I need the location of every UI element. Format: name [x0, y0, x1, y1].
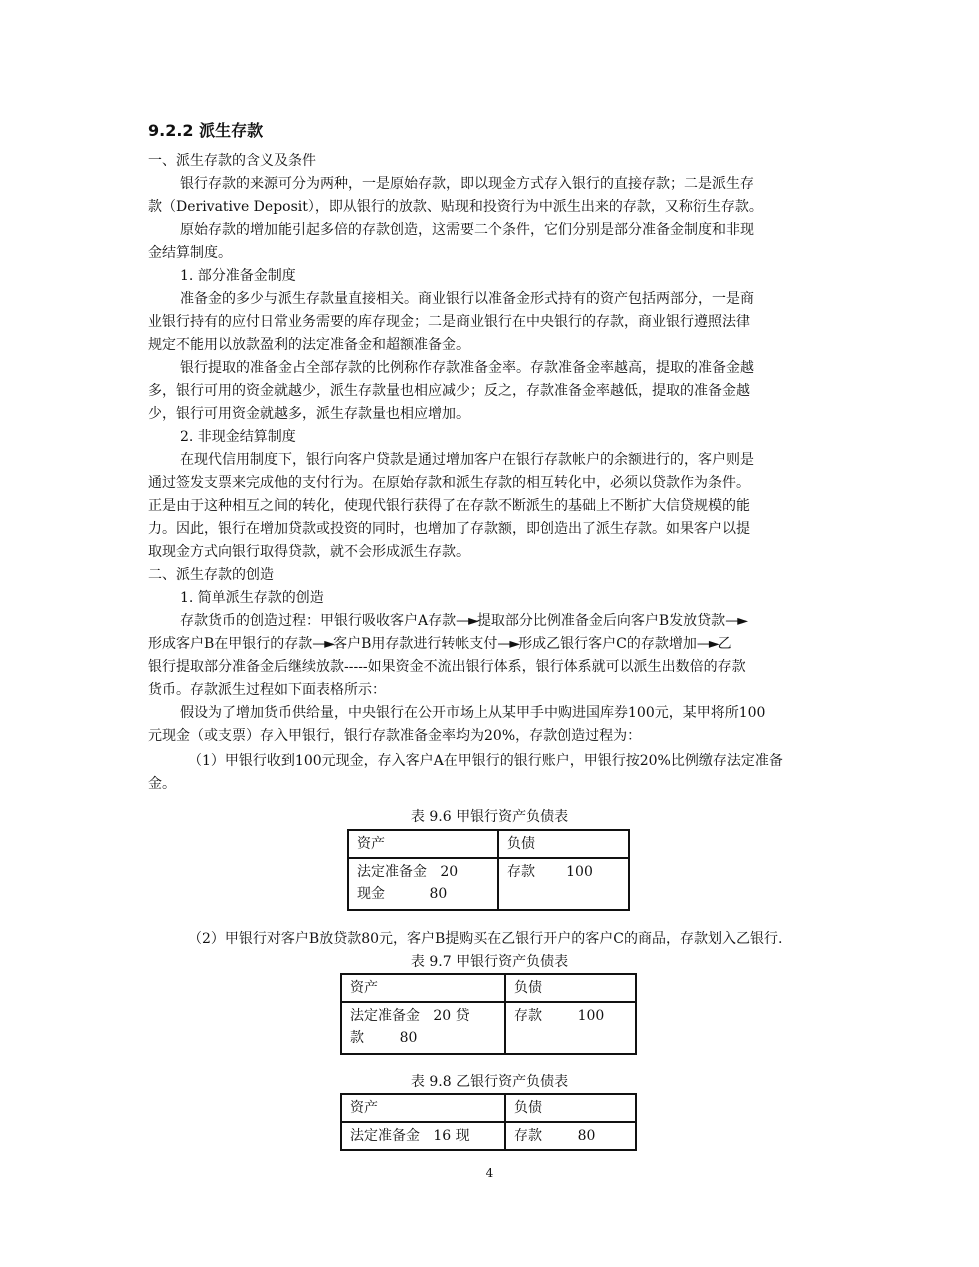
paragraph-line: 取现金方式向银行取得贷款，就不会形成派生存款。 — [148, 544, 470, 560]
flow-text: 银行提取部分准备金后继续放款 — [148, 659, 344, 675]
paragraph-line: 假设为了增加货币供给量，中央银行在公开市场上从某甲手中购进国库券100元，某甲将所100 — [180, 705, 766, 721]
table-cell: 存款 100 — [505, 1002, 636, 1054]
table-cell: 法定准备金 16 现 — [341, 1122, 505, 1150]
balance-sheet-table — [347, 829, 630, 911]
flow-line — [180, 610, 865, 633]
table-cell: 存款 100 — [498, 858, 629, 910]
paragraph-line: 通过签发支票来完成他的支付行为。在原始存款和派生存款的相互转化中，必须以贷款作为条件。 — [148, 475, 750, 491]
header-cell: 资产 — [341, 1094, 505, 1122]
paragraph-line: （2）甲银行对客户B放贷款80元，客户B提购买在乙银行开户的客户C的商品，存款划入乙银行. — [188, 931, 783, 947]
paragraph-line: 规定不能用以放款盈利的法定准备金和超额准备金。 — [148, 337, 470, 353]
cell-text: 法定准备金 20 贷 — [350, 1008, 470, 1024]
paragraph-line: 银行存款的来源可分为两种，一是原始存款，即以现金方式存入银行的直接存款；二是派生存 — [180, 176, 754, 192]
cell-text: 款 80 — [350, 1030, 418, 1046]
flow-text: 形成客户B在甲银行的存款 — [148, 636, 313, 652]
header-cell: 资产 — [341, 974, 505, 1002]
flow-line — [148, 656, 833, 679]
paragraph-line: 正是由于这种相互之间的转化，使现代银行获得了在存款不断派生的基础上不断扩大信贷规模的能 — [148, 498, 750, 514]
table-caption: 表 9.8 乙银行资产负债表 — [410, 1074, 569, 1090]
numbered-heading: 2. 非现金结算制度 — [180, 429, 296, 445]
page-number: 4 — [485, 1166, 494, 1180]
arrow-right-icon: —► — [725, 613, 746, 629]
subsection-title: 二、派生存款的创造 — [148, 567, 274, 583]
flow-text: 客户B用存款进行转帐支付 — [333, 636, 498, 652]
table-caption: 表 9.6 甲银行资产负债表 — [410, 809, 569, 825]
table-row — [341, 1122, 636, 1150]
header-cell: 负债 — [505, 1094, 636, 1122]
paragraph-line: 货币。存款派生过程如下面表格所示： — [148, 682, 386, 698]
header-cell: 负债 — [498, 830, 629, 858]
arrow-right-icon: —► — [497, 636, 519, 652]
table-header-row — [348, 830, 629, 858]
paragraph-line: 原始存款的增加能引起多倍的存款创造，这需要二个条件，它们分别是部分准备金制度和非现 — [180, 222, 754, 238]
paragraph-line: 业银行持有的应付日常业务需要的库存现金；二是商业银行在中央银行的存款，商业银行遵照法律 — [148, 314, 750, 330]
paragraph-line: 在现代信用制度下，银行向客户贷款是通过增加客户在银行存款帐户的余额进行的，客户则是 — [180, 452, 754, 468]
cell-text: 现金 80 — [357, 886, 448, 902]
paragraph-line: 银行提取的准备金占全部存款的比例称作存款准备金率。存款准备金率越高，提取的准备金越 — [180, 360, 754, 376]
paragraph-line: （1）甲银行收到100元现金，存入客户A在甲银行的银行账户，甲银行按20%比例缴存法定准备 — [188, 753, 783, 769]
paragraph-line: 金结算制度。 — [148, 245, 232, 261]
arrow-right-icon: —► — [312, 636, 334, 652]
header-cell: 负债 — [505, 974, 636, 1002]
table-cell: 存款 80 — [505, 1122, 636, 1150]
table-caption: 表 9.7 甲银行资产负债表 — [410, 954, 569, 970]
table-cell — [341, 1002, 505, 1054]
paragraph-line: 元现金（或支票）存入甲银行，银行存款准备金率均为20%，存款创造过程为： — [148, 728, 642, 744]
flow-text: 乙 — [717, 636, 732, 652]
paragraph-line: 少，银行可用资金就越多，派生存款量也相应增加。 — [148, 406, 470, 422]
section-heading: 9.2.2 派生存款 — [148, 121, 264, 140]
flow-text: 提取部分比例准备金后向客户B发放贷款 — [476, 613, 726, 629]
paragraph-line: 准备金的多少与派生存款量直接相关。商业银行以准备金形式持有的资产包括两部分，一是商 — [180, 291, 754, 307]
table-header-row — [341, 974, 636, 1002]
arrow-right-icon: —► — [456, 613, 477, 629]
paragraph-line: 金。 — [148, 776, 176, 792]
flow-text: 形成乙银行客户C的存款增加 — [518, 636, 697, 652]
flow-text: 如果资金不流出银行体系，银行体系就可以派生出数倍的存款 — [367, 659, 746, 675]
subsection-title: 一、派生存款的含义及条件 — [148, 153, 316, 169]
table-row — [348, 858, 629, 910]
arrow-right-icon: —► — [696, 636, 718, 652]
table-row — [341, 1002, 636, 1054]
paragraph-line: 力。因此，银行在增加贷款或投资的同时，也增加了存款额，即创造出了派生存款。如果客户以提 — [148, 521, 750, 537]
header-cell: 资产 — [348, 830, 498, 858]
paragraph-line: 多，银行可用的资金就越少，派生存款量也相应减少；反之，存款准备金率越低，提取的准备金越 — [148, 383, 750, 399]
cell-text: 法定准备金 20 — [357, 864, 459, 880]
paragraph-line: 款（Derivative Deposit），即从银行的放款、贴现和投资行为中派生出来的存款，又称衍生存款。 — [148, 199, 763, 215]
table-cell — [348, 858, 498, 910]
dashed-arrow-icon: ----- — [344, 659, 368, 675]
numbered-heading: 1. 部分准备金制度 — [180, 268, 296, 284]
numbered-heading: 1. 简单派生存款的创造 — [180, 590, 324, 606]
balance-sheet-table — [340, 973, 637, 1055]
flow-text: 存款货币的创造过程：甲银行吸收客户A存款 — [180, 613, 457, 629]
flow-line — [148, 633, 833, 656]
table-header-row — [341, 1094, 636, 1122]
balance-sheet-table — [340, 1093, 637, 1151]
